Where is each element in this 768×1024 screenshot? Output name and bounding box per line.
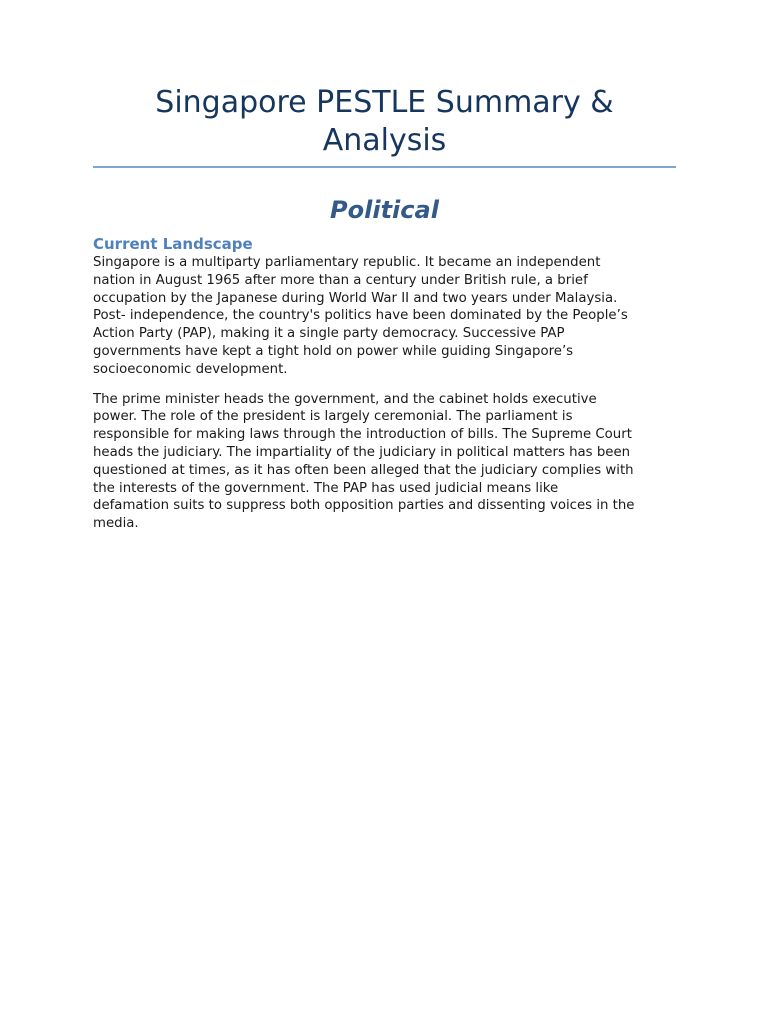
sub-heading-current-landscape: Current Landscape bbox=[93, 235, 253, 253]
document-title: Singapore PESTLE Summary & Analysis bbox=[155, 85, 614, 158]
document-page bbox=[93, 84, 676, 533]
body-paragraph-2: The prime minister heads the government, and the cabinet holds executive power. The role of the president is largely ceremonial. The parliament is responsible for making laws through the introduction of bills. The Supreme Court heads the judiciary. The impartiality of the judiciary in political matters has been questioned at times, as it has often been alleged that the judiciary complies with the interests of the government. The PAP has used judicial means like defamation suits to suppress both opposition parties and dissenting voices in the media. bbox=[93, 391, 635, 532]
section-heading-political: Political bbox=[330, 196, 439, 224]
body-paragraph-1: Singapore is a multiparty parliamentary republic. It became an independent nation in August 1965 after more than a century under British rule, a brief occupation by the Japanese during World War II and two years under Malaysia. Post- independence, the country's politics have been dominated by the People’s Action Party (PAP), making it a single party democracy. Successive PAP governments have kept a tight hold on power while guiding Singapore’s socioeconomic development. bbox=[93, 255, 628, 377]
title-divider bbox=[93, 166, 676, 168]
